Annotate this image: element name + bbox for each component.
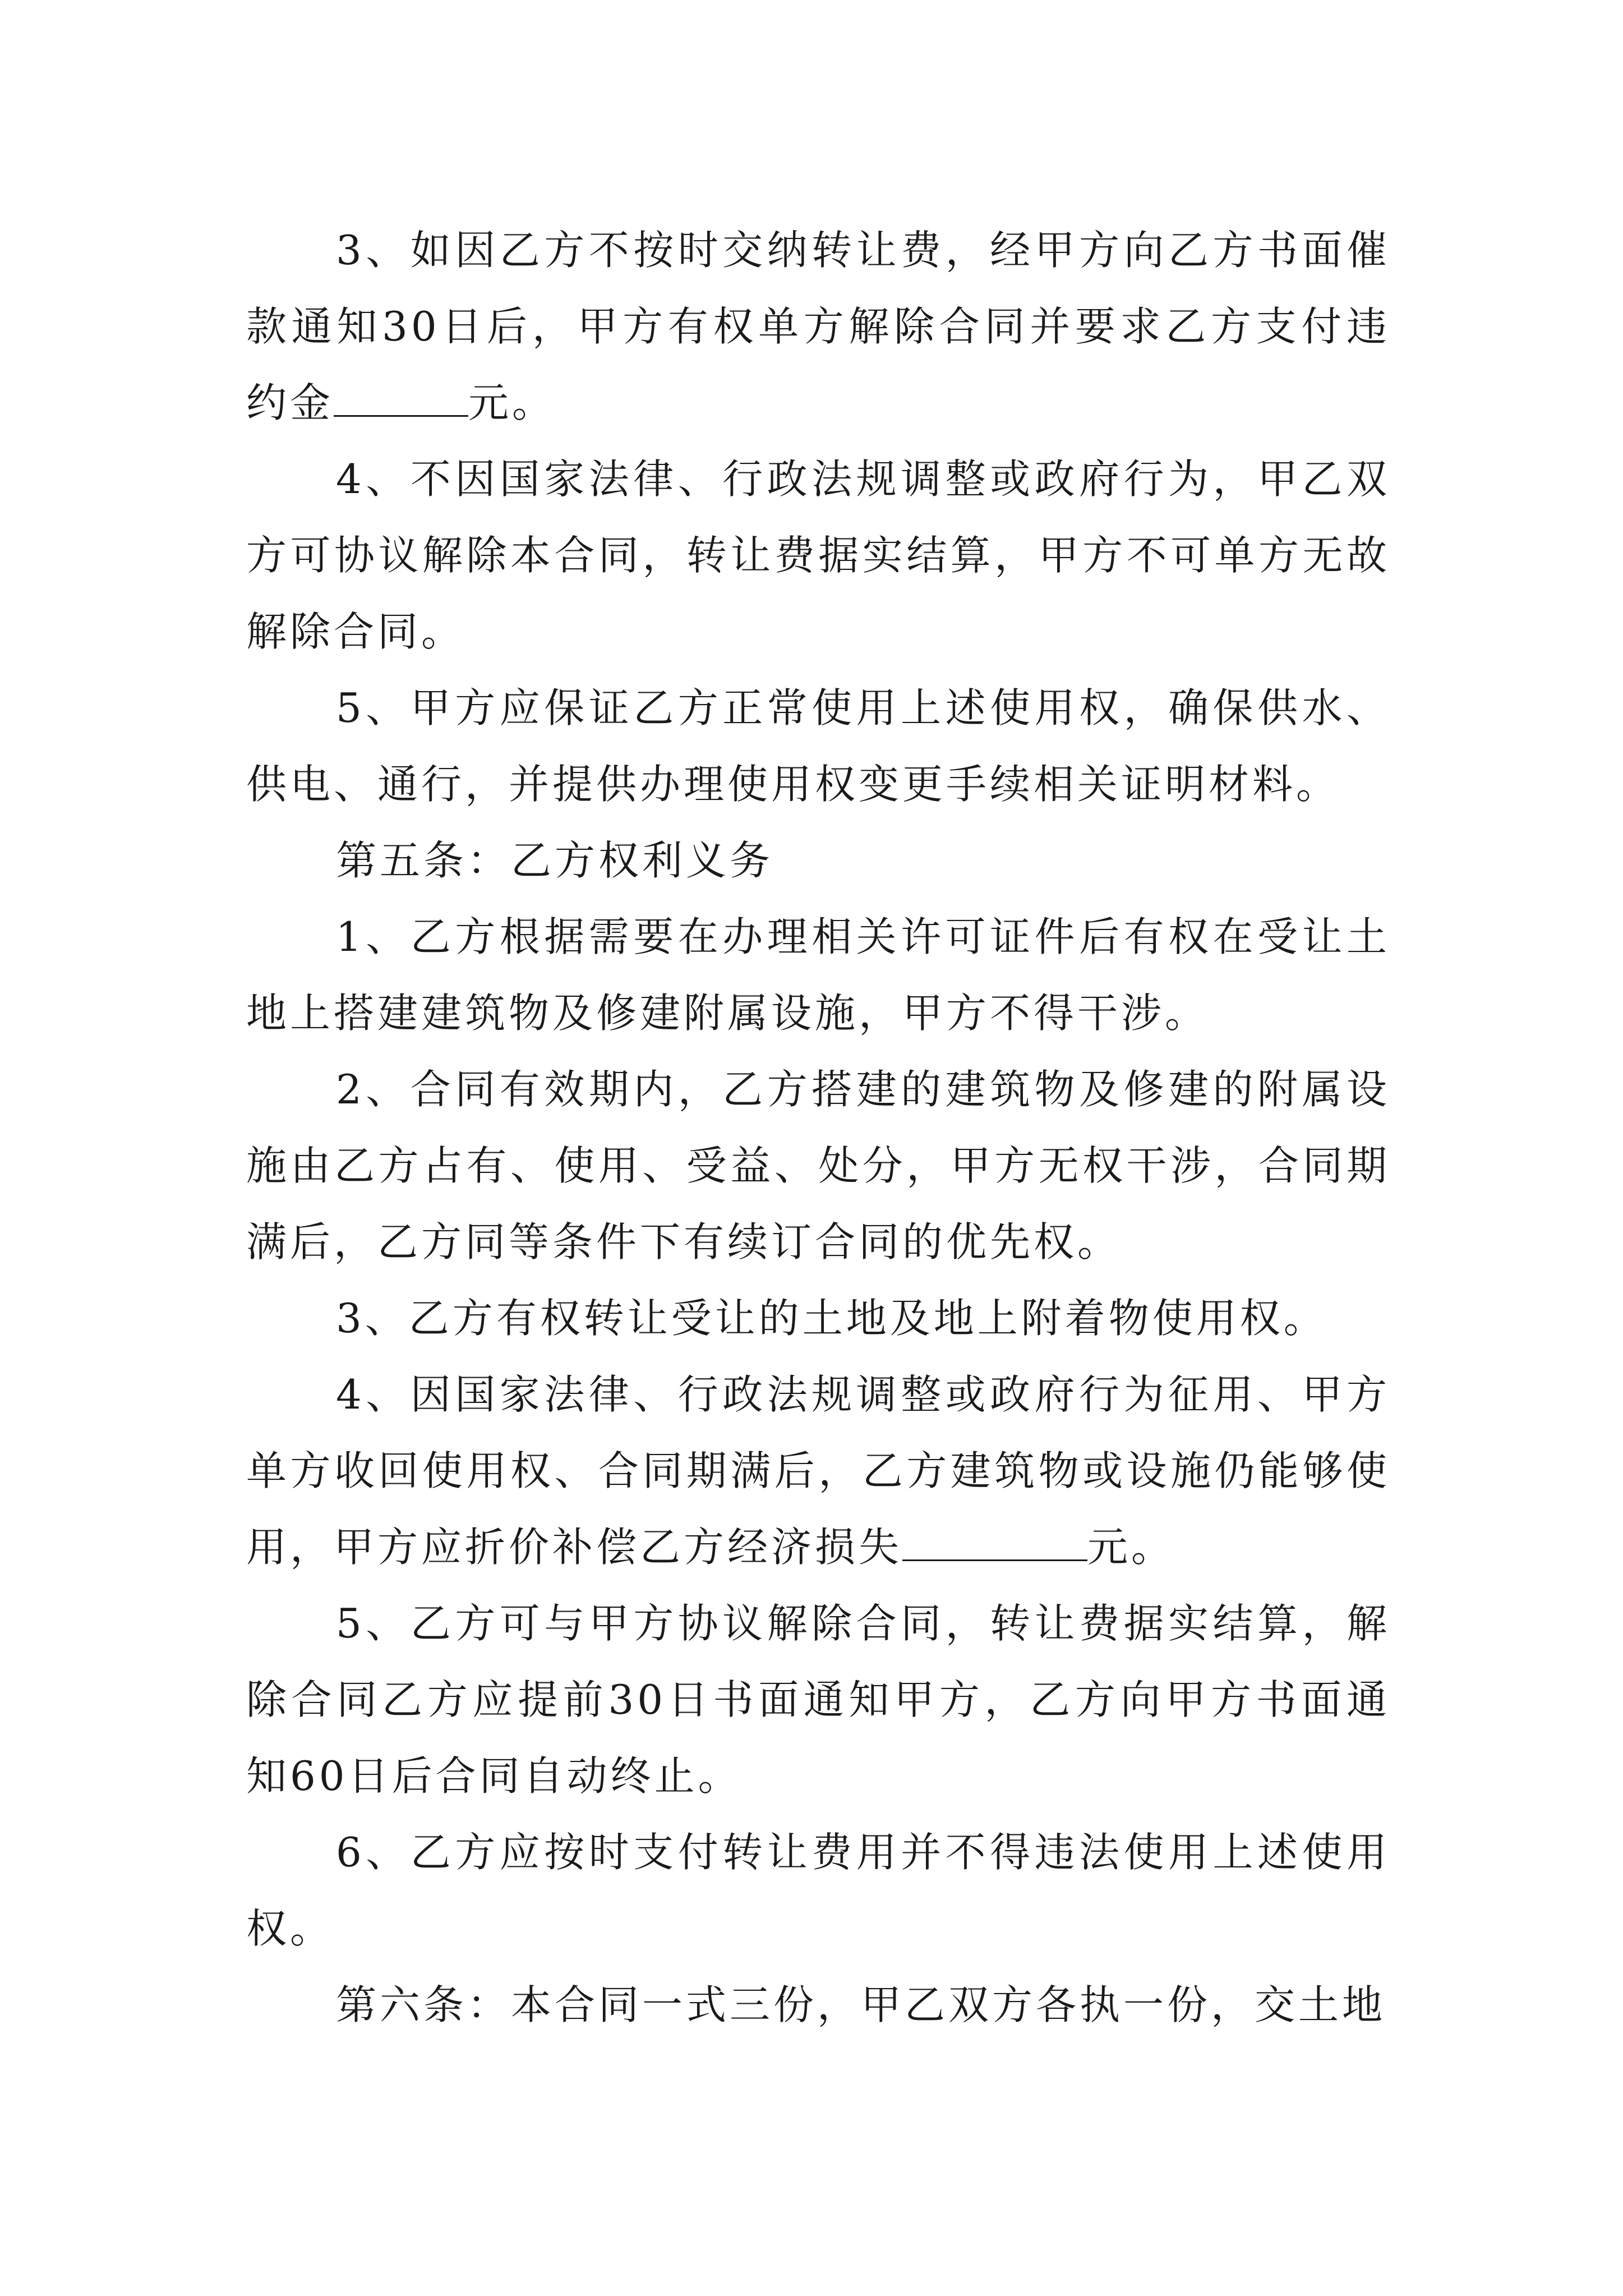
paragraph-text: 5、甲方应保证乙方正常使用上述使用权，确保供水、供电、通行，并提供办理使用权变更手续相关证明材料。 — [246, 684, 1390, 808]
paragraph-clause-5-3 — [246, 1280, 1390, 1356]
paragraph-text: 4、不因国家法律、行政法规调整或政府行为，甲乙双方可协议解除本合同，转让费据实结算，甲方不可单方无故解除合同。 — [246, 455, 1390, 655]
fill-in-blank — [902, 1526, 1087, 1561]
paragraph-text: 3、乙方有权转让受让的土地及地上附着物使用权。 — [336, 1295, 1327, 1342]
paragraph-clause-5-2 — [246, 1051, 1390, 1280]
paragraph-text: 6、乙方应按时支付转让费用并不得违法使用上述使用权。 — [246, 1829, 1390, 1952]
paragraph-text: 第六条：本合同一式三份，甲乙双方各执一份，交土地 — [336, 1981, 1386, 2028]
heading-text: 第五条：乙方权利义务 — [336, 837, 774, 884]
document-body — [246, 212, 1390, 2043]
fill-in-blank — [334, 381, 468, 417]
section-heading-article-6 — [246, 1967, 1390, 2043]
paragraph-clause-4-5 — [246, 670, 1390, 822]
paragraph-text: 3、如因乙方不按时交纳转让费，经甲方向乙方书面催款通知30日后，甲方有权单方解除合同并要求乙方支付违约金 — [246, 227, 1390, 426]
paragraph-text-suffix: 元。 — [468, 379, 556, 426]
paragraph-clause-4-3 — [246, 212, 1390, 441]
paragraph-clause-5-4 — [246, 1356, 1390, 1585]
paragraph-clause-4-4 — [246, 441, 1390, 670]
paragraph-text: 4、因国家法律、行政法规调整或政府行为征用、甲方单方收回使用权、合同期满后，乙方建筑物或设施仍能够使用，甲方应折价补偿乙方经济损失 — [246, 1371, 1390, 1571]
paragraph-text-suffix: 元。 — [1087, 1524, 1175, 1571]
paragraph-text: 2、合同有效期内，乙方搭建的建筑物及修建的附属设施由乙方占有、使用、受益、处分，甲方无权干涉，合同期满后，乙方同等条件下有续订合同的优先权。 — [246, 1066, 1390, 1266]
paragraph-text: 1、乙方根据需要在办理相关许可证件后有权在受让土地上搭建建筑物及修建附属设施，甲方不得干涉。 — [246, 913, 1390, 1037]
section-heading-article-5 — [246, 822, 1390, 899]
paragraph-clause-5-5 — [246, 1585, 1390, 1814]
paragraph-clause-5-6 — [246, 1814, 1390, 1967]
paragraph-clause-5-1 — [246, 899, 1390, 1051]
paragraph-text: 5、乙方可与甲方协议解除合同，转让费据实结算，解除合同乙方应提前30日书面通知甲方，乙方向甲方书面通知60日后合同自动终止。 — [246, 1600, 1390, 1800]
